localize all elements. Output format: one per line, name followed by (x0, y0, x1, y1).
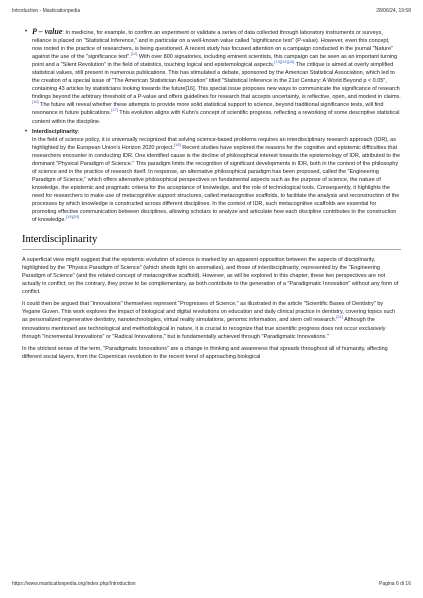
interdisciplinarity-term: Interdisciplinarity (32, 128, 78, 135)
article-content (22, 28, 401, 365)
paragraph: In the strictest sense of the term, "Paradigmatic Innovations" are a change in thinking and awareness that spreads throughout all of humanity, affecting different social layers, from the Copernican revolution to the recent trend of approaching biological (22, 345, 388, 360)
list-item-interdisciplinarity: • Interdisciplinarity: In the field of science policy, it is universally recognized that solving science-based problems requires an interdisciplinary research approach (IDR), as highlighted by the European Union's Horizon 2020 project.[18] Recent studies have explored the reasons for the cognitive and epistemic difficulties that researchers encounter in conducting IDR. One identified cause is the decline of philosophical interest towards the epistemology of IDR, attributed to the dominant "Physical Paradigm of Science." This paradigm limits the recognition of significant developments in IDR, both in the context of the philosophy of science and in the practice of research itself. In response, an alternative philosophical paradigm has been proposed, called the "Engineering Paradigm of Science," which offers alternative philosophical perspectives on fundamental aspects such as the purpose of science, the nature of knowledge, the epistemic and pragmatic criteria for the acceptance of knowledge, and the role of technological tools. Consequently, it highlights the need for researchers to make use of metacognitive support structures, called metacognitive scaffolds, to facilitate the analysis and reconstruction of the processes by which knowledge is constructed across different disciplines. In the context of IDR, such metacognitive scaffolds are essential for promoting effective communication between disciplines, allowing scholars to analyze and articulate how each discipline contributes to the construction of knowledge.[19][20] (32, 128, 401, 225)
citation-link[interactable]: [18] (174, 141, 181, 147)
header-title: Introduction - Masticationpedia (12, 8, 81, 14)
list-item-p-value: • P – value: In medicine, for example, to confirm an experiment or validate a series of data collected through laboratory instruments or surveys, reliance is placed on "Statistical Inference," and in particular on a well-known value called "significance test" (P-value). However, even this concept, now rooted in the practice of researchers, is being questioned. A recent study has focused attention on a campaign conducted in the journal "Nature" against the use of the "significance test".[12] With over 800 signatories, including eminent scientists, this campaign can be seen as an important turning point and a "Silent Revolution" in the field of statistics, touching logical and epistemological aspects.[13][14][15] The critique is aimed at overly simplified statistical values, still present in numerous publications. This has stimulated a debate, sponsored by the American Statistical Association, which led to the creation of a special issue of "The American Statistician Association" titled "Statistical Inference in the 21st Century: A World Beyond p < 0.05", containing 43 articles by statisticians looking towards the future[16]. This special issue proposes new ways to communicate the significance of research findings beyond the arbitrary threshold of a P-value and offers guidelines for research that accepts uncertainty, is reflective, open, and modest in claims.[16] The future will reveal whether these attempts to provide more solid statistical support to science, beyond traditional significance tests, will find resonance in future publications.[17] This evolution aligns with Kuhn's concept of scientific progress, reflecting a reworking of some descriptive statistical content within the discipline. (32, 28, 401, 126)
paragraph: It could then be argued that "Innovations" themselves represent "Progresses of Science," as illustrated in the article "Scientific Bases of Dentistry" by Yegane Guven. This work explores the impact of biological and digital revolutions on education and daily clinical practice in dentistry, covering topics such as personalized regenerative dentistry, nanotechnologies, virtual reality simulations, genomic information, and stem cell research.[21] Although the innovations mentioned are technological and methodological in nature, it is crucial to recognize that true scientific progress does not occur exclusively through "Incremental Innovations" or "Radical Innovations," but is fundamentally achieved through "Paradigmatic Innovations." (22, 301, 396, 340)
print-header (12, 8, 411, 18)
citation-link[interactable]: [19][20] (65, 214, 80, 220)
paragraph: A superficial view might suggest that the epistemic evolution of science is marked by an apparent opposition between the aspects of disciplinarity, highlighted by the "Physics Paradigm of Science" (which sheds light on anomalies), and those of interdisciplinarity, represented by the "Engineering Paradigm of Science" (and the related concept of metacognitive scaffold). However, as will be explored in this chapter, these two perspectives are not actually in conflict; on the contrary, they prove to be complementary, as both contribute to the generation of a "Paradigmatic Innovation" without any form of conflict. (22, 257, 399, 296)
citation-link[interactable]: [16] (32, 99, 39, 105)
citation-link[interactable]: [13][14][15] (274, 59, 295, 65)
page-number: Pagina 6 di 16 (379, 581, 411, 587)
header-date: 28/06/24, 19:58 (376, 8, 411, 14)
section-heading: Interdisciplinarity (22, 234, 401, 250)
print-footer (12, 581, 411, 591)
citation-link[interactable]: [21] (336, 314, 343, 320)
bullet-list (22, 28, 401, 224)
citation-link[interactable]: [17] (111, 107, 118, 113)
footer-url: https://www.masticationpedia.org/index.php/Introduction (12, 581, 136, 587)
citation-link[interactable]: [12] (130, 51, 138, 57)
p-value-term: P – value (32, 27, 63, 36)
